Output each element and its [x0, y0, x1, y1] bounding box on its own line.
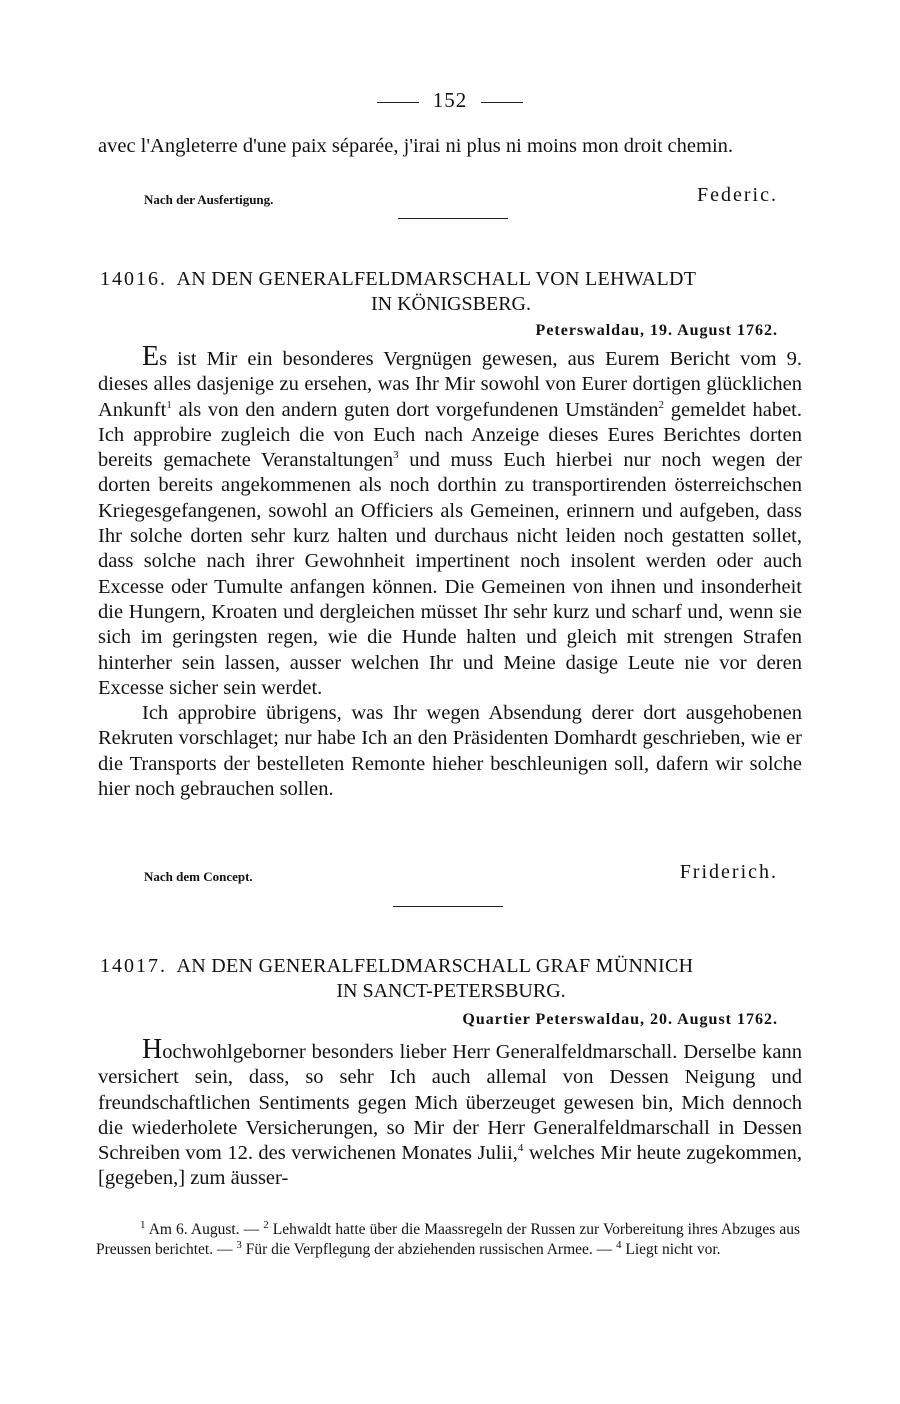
page-number-text: 152 — [432, 88, 468, 112]
letter-paragraph: Ich approbire übrigens, was Ihr wegen Absendung derer dort ausgehobenen Rekruten vorschlaget; nur habe Ich an den Präsidenten Domhardt geschrieben, wie er die Transports der bestelleten Remonte hieher beschleunigen soll, dafern wir solche hier noch gebrauchen sollen. — [98, 702, 802, 801]
footnote-entry: Lehwaldt hatte über die Maassregeln der Russen zur Vorbereitung ihres Abzuges aus Preussen berichtet. — — [96, 1221, 800, 1258]
section-divider — [393, 906, 503, 907]
footnote-number: 3 — [236, 1238, 242, 1251]
continuation-text — [98, 134, 802, 159]
heading-line-1 — [100, 267, 802, 292]
footnote-text — [96, 1220, 800, 1260]
continuation-paragraph: avec l'Angleterre d'une paix séparée, j'irai ni plus ni moins mon droit chemin. — [98, 135, 734, 157]
drop-cap: E — [142, 341, 160, 372]
letter-paragraph — [98, 1034, 802, 1192]
letter-number: 14016. — [100, 268, 167, 290]
footnote-number: 4 — [616, 1238, 622, 1251]
footnote-ref: 4 — [517, 1142, 524, 1155]
signature: Federic. — [697, 184, 778, 206]
footnotes — [96, 1220, 800, 1260]
footnote-entry: Für die Verpflegung der abziehenden russischen Armee. — — [241, 1241, 617, 1258]
letter-body — [98, 341, 803, 802]
page-number — [0, 88, 900, 113]
footnote-number: 1 — [140, 1218, 146, 1231]
page-number-left-dash — [377, 102, 419, 103]
letter-number: 14017. — [100, 955, 167, 977]
letter-location: IN KÖNIGSBERG. — [371, 293, 531, 315]
letter-location: IN SANCT-PETERSBURG. — [336, 980, 566, 1002]
heading-line-1 — [100, 954, 802, 979]
source-note: Nach dem Concept. — [144, 869, 253, 884]
drop-cap: H — [142, 1034, 163, 1065]
letter-date: Quartier Peterswaldau, 20. August 1762. — [462, 1011, 778, 1028]
letter-heading — [100, 954, 802, 1004]
letter-body — [98, 1034, 802, 1192]
footnote-entry: Liegt nicht vor. — [621, 1241, 721, 1258]
footnote-ref: 1 — [166, 398, 172, 411]
footnote-ref: 3 — [393, 449, 399, 462]
paragraph-text: s ist Mir ein besonderes Vergnügen gewesen, aus Eurem Bericht vom 9. dieses alles dasjenige zu ersehen, was Ihr Mir sowohl von Eurer dortigen glücklichen Ankunft — [98, 348, 802, 421]
paragraph-text: und muss Euch hierbei nur noch wegen der dorten bereits angekommenen als noch dorthin zu transportirenden österreichschen Kriegesgefangenen, sowohl an Officiers als Gemeinen, erinnern und aufgeben, dass Ihr solche dorten sehr kurz halten und durchaus nicht leiden noch gestatten sollet, dass solche nach ihrer Gewohnheit impertinent noch insolent werden oder auch Excesse oder Tumulte anfangen können. Die Gemeinen von ihnen und insonderheit die Hungern, Kroaten und dergleichen müsset Ihr sehr kurz und scharf und, wenn sie sich im geringsten regen, wie die Hunde halten und gleich mit strengen Strafen hinterher sein lassen, ausser welchen Ihr und Meine dasige Leute nie vor deren Excesse sicher sein werdet. — [98, 449, 802, 699]
page-number-right-dash — [481, 102, 523, 103]
footnote-ref: 2 — [658, 398, 665, 411]
section-divider — [398, 218, 508, 219]
letter-heading — [100, 267, 802, 317]
signature: Friderich. — [679, 861, 778, 883]
paragraph-text: als von den andern guten dort vorgefundenen Umständen — [171, 398, 659, 421]
paragraph-text: gemeldet habet. Ich approbire zugleich die von Euch nach Anzeige dieses Eures Berichtes dorten bereits gemachete Veranstaltungen — [98, 398, 803, 472]
paragraph-text: welches Mir heute zugekommen, [gegeben,] zum äusser- — [98, 1142, 802, 1190]
footnote-entry: Am 6. August. — — [145, 1221, 264, 1238]
letter-addressee: AN DEN GENERALFELDMARSCHALL GRAF MÜNNICH — [176, 955, 694, 977]
source-note: Nach der Ausfertigung. — [144, 192, 274, 207]
letter-paragraph — [98, 341, 803, 701]
letter-addressee: AN DEN GENERALFELDMARSCHALL VON LEHWALDT — [176, 268, 697, 290]
footnote-number: 2 — [263, 1218, 269, 1231]
letter-date: Peterswaldau, 19. August 1762. — [535, 322, 778, 339]
closing-line-previous — [98, 184, 778, 214]
closing-line — [98, 861, 778, 891]
paragraph-text: ochwohlgeborner besonders lieber Herr Generalfeldmarschall. Derselbe kann versichert sein, dass, so sehr Ich auch allemal von Dessen Neigung und freundschaftlichen Sentiments gegen Mich überzeuget gewesen bin, Mich dennoch die wiederholete Versicherungen, so Mir der Herr Generalfeldmarschall in Dessen Schreiben vom 12. des verwichenen Monates Julii, — [98, 1041, 802, 1165]
